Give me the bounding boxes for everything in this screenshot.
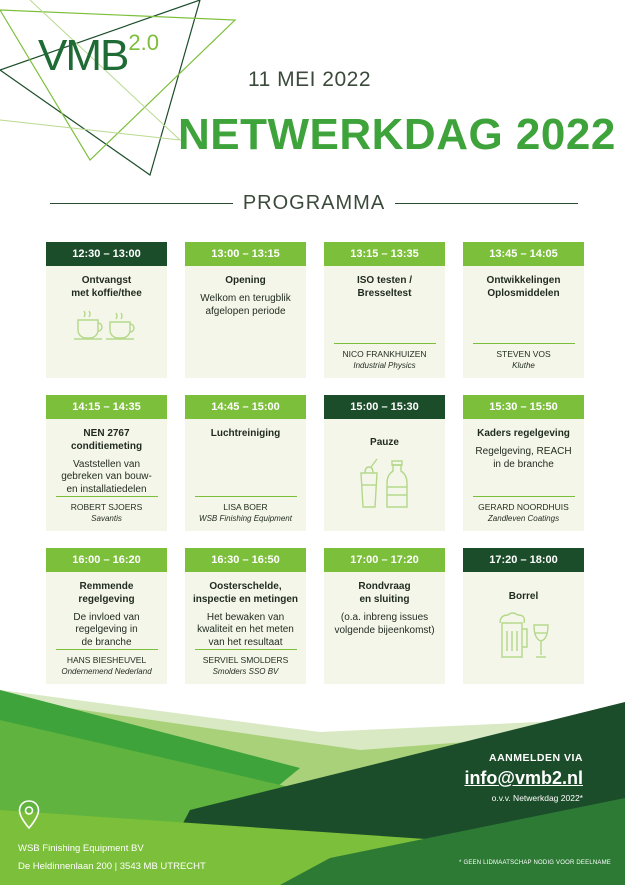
session-time: 15:30 – 15:50 [463, 395, 584, 419]
session-description: Vaststellen van gebreken van bouw- en installatiedelen [61, 458, 152, 495]
session-card [324, 548, 445, 684]
session-description: (o.a. inbreng issues volgende bijeenkomst) [334, 612, 435, 636]
session-body [185, 266, 306, 378]
session-body [324, 266, 445, 378]
session-card [324, 242, 445, 378]
section-title: PROGRAMMA [242, 191, 386, 214]
signup-email-link[interactable]: info@vmb2.nl [464, 768, 583, 788]
session-company: Savantis [91, 514, 122, 523]
session-description: De invloed van regelgeving in de branche [73, 611, 140, 648]
session-body [46, 572, 167, 685]
session-title: Rondvraag en sluiting [358, 581, 411, 605]
location-block [18, 840, 206, 876]
session-body [46, 266, 167, 378]
session-company: Ondernemend Nederland [61, 667, 152, 676]
session-speaker: LISA BOER [223, 502, 268, 512]
coffee-cups-icon [72, 308, 142, 347]
session-card [46, 548, 167, 684]
session-time: 13:00 – 13:15 [185, 242, 306, 266]
event-date: 11 MEI 2022 [248, 68, 372, 91]
session-time: 14:15 – 14:35 [46, 395, 167, 419]
session-description: Regelgeving, REACH in de branche [475, 446, 572, 470]
speaker-divider [56, 496, 158, 497]
session-card [46, 242, 167, 378]
signup-block [464, 752, 583, 803]
session-speaker: GERARD NOORDHUIS [478, 502, 569, 512]
session-speaker: ROBERT SJOERS [70, 502, 143, 512]
session-speaker: HANS BIESHEUVEL [66, 655, 147, 665]
session-card [185, 242, 306, 378]
session-title: Oosterschelde, inspectie en metingen [192, 580, 299, 605]
session-title: Opening [225, 275, 266, 286]
speaker-divider [473, 496, 575, 497]
speaker-divider [56, 649, 158, 650]
footnote: * GEEN LIDMAATSCHAP NODIG VOOR DEELNAME [459, 860, 611, 866]
session-speaker: STEVEN VOS [496, 349, 551, 359]
speaker-divider [195, 496, 297, 497]
vmb-logo [38, 30, 159, 80]
session-time: 16:00 – 16:20 [46, 548, 167, 572]
session-title: Remmende regelgeving [78, 580, 135, 605]
location-pin-icon [18, 800, 40, 830]
session-card [463, 395, 584, 531]
session-card [463, 548, 584, 684]
session-description: Het bewaken van kwaliteit en het meten van het resultaat [197, 611, 294, 648]
session-company: Kluthe [512, 361, 535, 370]
session-time: 17:20 – 18:00 [463, 548, 584, 572]
session-title: Ontvangst met koffie/thee [71, 275, 142, 299]
session-company: WSB Finishing Equipment [199, 514, 292, 523]
session-title: Kaders regelgeving [477, 428, 570, 439]
session-card [463, 242, 584, 378]
session-body [463, 266, 584, 378]
page-title: NETWERKDAG 2022 [178, 110, 616, 159]
session-card [185, 395, 306, 531]
session-time: 14:45 – 15:00 [185, 395, 306, 419]
session-time: 13:45 – 14:05 [463, 242, 584, 266]
session-company: Zandleven Coatings [487, 514, 560, 523]
session-body [46, 419, 167, 532]
speaker-divider [195, 649, 297, 650]
signup-note: o.v.v. Netwerkdag 2022* [491, 793, 583, 803]
session-title: Luchtreiniging [210, 428, 281, 439]
logo-text: VMB [38, 31, 128, 80]
session-company: Smolders SSO BV [212, 667, 279, 676]
session-time: 16:30 – 16:50 [185, 548, 306, 572]
session-body [463, 419, 584, 531]
session-time: 17:00 – 17:20 [324, 548, 445, 572]
session-title: Ontwikkelingen Oplosmiddelen [486, 275, 561, 299]
session-body [324, 419, 445, 531]
session-description: Welkom en terugblik afgelopen periode [200, 293, 291, 317]
location-address: De Heldinnenlaan 200 | 3543 MB UTRECHT [18, 861, 206, 872]
session-time: 15:00 – 15:30 [324, 395, 445, 419]
session-time: 13:15 – 13:35 [324, 242, 445, 266]
divider-left [50, 203, 233, 204]
session-card [324, 395, 445, 531]
speaker-divider [473, 343, 575, 344]
session-speaker: NICO FRANKHUIZEN [342, 349, 427, 359]
session-body [185, 572, 306, 685]
beer-wine-icon [496, 611, 552, 666]
program-grid [46, 242, 584, 684]
signup-label: AANMELDEN VIA [488, 752, 583, 764]
session-card [46, 395, 167, 531]
section-heading [50, 190, 578, 216]
logo-superscript: 2.0 [128, 30, 159, 55]
session-body [324, 572, 445, 684]
drinks-icon [355, 457, 415, 514]
speaker-divider [334, 343, 436, 344]
session-company: Industrial Physics [353, 361, 416, 370]
session-body [185, 419, 306, 531]
session-title: ISO testen / Bresseltest [356, 275, 412, 299]
session-body [463, 572, 584, 684]
session-title: Borrel [508, 591, 539, 602]
session-card [185, 548, 306, 684]
session-speaker: SERVIEL SMOLDERS [202, 655, 289, 665]
session-time: 12:30 – 13:00 [46, 242, 167, 266]
session-title: Pauze [370, 437, 399, 448]
divider-right [395, 203, 578, 204]
decorative-lines [0, 0, 260, 190]
location-name: WSB Finishing Equipment BV [18, 843, 144, 854]
session-title: NEN 2767 conditiemeting [70, 427, 143, 452]
